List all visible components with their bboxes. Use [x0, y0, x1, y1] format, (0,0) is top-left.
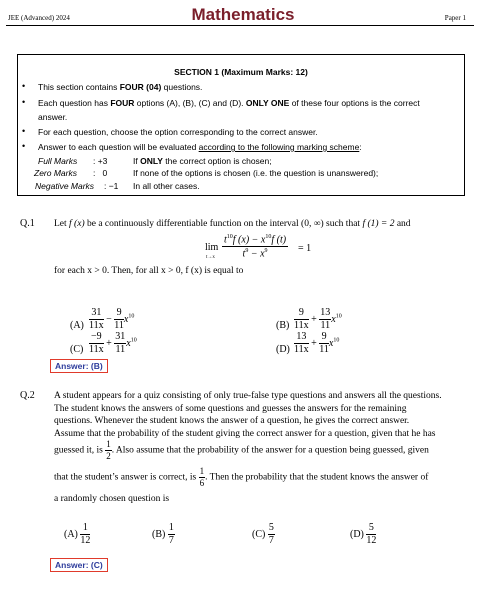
option-c-label[interactable]: (C) — [70, 344, 84, 355]
page-title: Mathematics — [191, 5, 295, 24]
marking-label-negative: Negative Marks — [35, 181, 95, 191]
limit-fraction: $t^{10}f$ $(x) - x^{10}f$ (t) $t^9 - x^9$ — [224, 234, 287, 260]
option-a-expression[interactable]: $\frac{31}{11x}$ − $\frac{9}{11}$ $x^{10}$ — [89, 307, 135, 331]
bullet-icon: • — [22, 141, 26, 151]
question-number: Q.2 — [20, 390, 35, 401]
instruction-2: Each question has FOUR options (A), (B), (C) and (D). ONLY ONE of these four options is the correct — [38, 98, 420, 108]
answer-badge: Answer: (C) — [50, 558, 108, 572]
instruction-3: For each question, choose the option corresponding to the correct answer. — [38, 127, 318, 137]
question-2-line-6: that the student’s answer is correct, is $\frac{1}{6}$ . Then the probability that the student knows the answer of — [54, 466, 429, 488]
question-2-line-5: guessed it, is $\frac{1}{2}$ . Also assume that the probability of the answer for a question being guessed, given — [54, 439, 429, 461]
marking-score-negative: : −1 — [104, 181, 119, 191]
answer-badge: Answer: (B) — [50, 359, 108, 373]
question-1-line-1: Let f (x) be a continuously differentiable function on the interval (0, ∞) such that f (1) = 2 and — [54, 219, 411, 229]
exam-name: JEE (Advanced) 2024 — [8, 14, 70, 22]
marking-label-zero: Zero Marks — [34, 168, 77, 178]
section-title: SECTION 1 (Maximum Marks: 12) — [174, 67, 308, 77]
bullet-icon: • — [22, 97, 26, 107]
marking-rule-full: If ONLY the correct option is chosen; — [133, 156, 272, 166]
instruction-2-cont: answer. — [38, 112, 68, 122]
bullet-icon: • — [22, 81, 26, 91]
marking-rule-negative: In all other cases. — [133, 181, 200, 191]
question-2-body: A student appears for a quiz consisting of only true-false type questions and answers all the questions. The student knows the answers of some questions and guesses the answers for the remaining questions. Whenever the student knows the answer of a question, he gives the correct answer. Assume that the probability of the student giving the correct answer for a question, given that he has — [54, 391, 442, 439]
bullet-icon: • — [22, 126, 26, 136]
option-c-expression[interactable]: $\frac{-9}{11x}$ + $\frac{31}{11}$ $x^{10}$ — [89, 331, 137, 355]
limit-subscript: t→x — [206, 255, 215, 260]
option-b-label[interactable]: (B) — [276, 320, 290, 331]
question-number: Q.1 — [20, 218, 35, 229]
paper-label: Paper 1 — [444, 14, 466, 22]
option-b-expression[interactable]: $\frac{9}{11x}$ + $\frac{13}{11}$ $x^{10}$ — [294, 307, 342, 331]
instruction-4: Answer to each question will be evaluated according to the following marking scheme: — [38, 142, 362, 152]
option-a-label[interactable]: (A) — [70, 320, 84, 331]
limit-equals: = 1 — [298, 243, 312, 254]
marking-score-zero: : 0 — [93, 168, 108, 178]
limit-operator: lim — [205, 242, 219, 253]
question-2-line-7: a randomly chosen question is — [54, 494, 170, 504]
option-a[interactable]: (A) $\frac{1}{12}$ — [64, 522, 91, 546]
marking-score-full: : +3 — [93, 156, 108, 166]
question-1-line-2: for each x > 0. Then, for all x > 0, f (x) is equal to — [54, 266, 244, 276]
option-d[interactable]: (D) $\frac{5}{12}$ — [350, 522, 377, 546]
option-c[interactable]: (C) $\frac{5}{7}$ — [252, 522, 274, 546]
header-divider — [6, 25, 474, 26]
option-b[interactable]: (B) $\frac{1}{7}$ — [152, 522, 174, 546]
instruction-1: This section contains FOUR (04) questions. — [38, 82, 203, 92]
option-d-label[interactable]: (D) — [276, 344, 290, 355]
marking-rule-zero: If none of the options is chosen (i.e. the question is unanswered); — [133, 168, 379, 178]
marking-label-full: Full Marks — [38, 156, 78, 166]
option-d-expression[interactable]: $\frac{13}{11x}$ + $\frac{9}{11}$ $x^{10}$ — [294, 331, 340, 355]
